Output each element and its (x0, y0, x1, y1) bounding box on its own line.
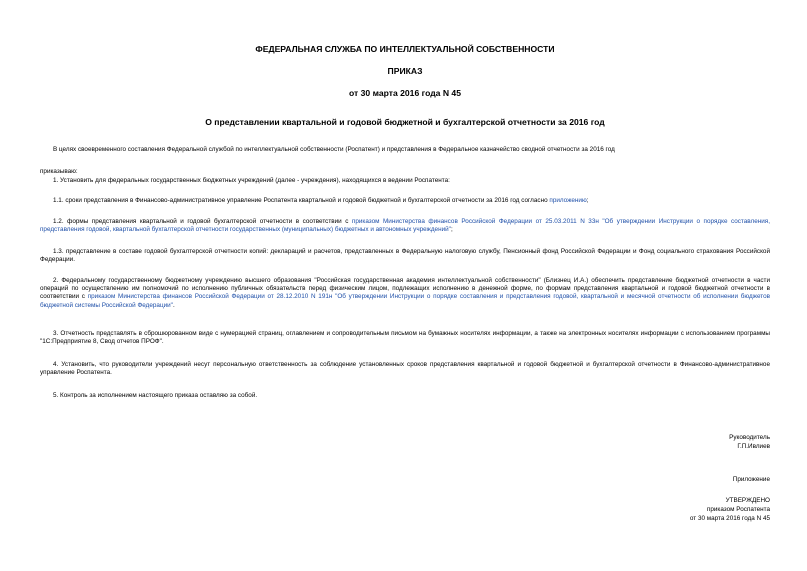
item-3: 3. Отчетность представлять в сброшюрованном виде с нумерацией страниц, оглавлением и сопроводительным письмом на бумажных носителях информации, а также на электронных носителях информации с использованием программы "1С:Предприятие 8, Свод отчетов ПРОФ". (40, 330, 770, 346)
appendix-label: Приложение (732, 476, 770, 483)
preamble: В целях своевременного составления Федеральной службой по интеллектуальной собственности (Роспатент) и представления в Федеральное казначейство сводной отчетности за 2016 год (53, 146, 615, 153)
approved-date-number: от 30 марта 2016 года N 45 (689, 515, 770, 522)
signature-position: Руководитель (729, 434, 770, 441)
item-2-text: 2. Федеральному государственному бюджетному учреждению высшего образования "Российская государственная академия интеллектуальной собственности" (Близнец И.А.) обеспечить представление бюджетной отчетности в части операций по осуществлению им полномочий по исполнению публичных обязательств перед физическим лицом, подлежащих исполнению в денежной форме, по формам представления квартальной и годовой бюджетной отчетности в соответствии с (40, 277, 770, 301)
item-1-1 (40, 197, 770, 205)
approved-by-order: приказом Роспатента (706, 506, 770, 513)
appendix-link[interactable]: приложению (549, 197, 587, 204)
item-1-3: 1.3. представление в составе годовой бухгалтерской отчетности копий: деклараций и расчетов, представленных в Федеральную налоговую службу, Пенсионный фонд Российской Федерации и Фонд социального страхования Российской Федерации. (40, 248, 770, 264)
item-2 (40, 277, 770, 310)
item-1-1-text: 1.1. сроки представления в Финансово-административное управление Роспатента квартальной и годовой бюджетной и бухгалтерской отчетности за 2016 год согласно (53, 197, 550, 204)
item-5: 5. Контроль за исполнением настоящего приказа оставляю за собой. (53, 392, 258, 399)
item-1-2-end: ; (450, 226, 453, 234)
item-1-2-text: 1.2. формы представления квартальной и годовой бухгалтерской отчетности в соответствии с (53, 218, 352, 225)
doc-type: ПРИКАЗ (387, 66, 423, 76)
approved-label: УТВЕРЖДЕНО (725, 497, 770, 504)
item-1: 1. Установить для федеральных государственных бюджетных учреждений (далее - учреждения), находящихся в ведении Роспатента: (53, 177, 450, 184)
doc-date-number: от 30 марта 2016 года N 45 (349, 88, 461, 98)
agency-title: ФЕДЕРАЛЬНАЯ СЛУЖБА ПО ИНТЕЛЛЕКТУАЛЬНОЙ СОБСТВЕННОСТИ (255, 44, 555, 54)
item-4: 4. Установить, что руководители учреждений несут персональную ответственность за соблюдение установленных сроков представления квартальной и годовой бюджетной и бухгалтерской отчетности в Финансово-административное управление Роспатента. (40, 361, 770, 377)
order-word: приказываю: (40, 168, 78, 175)
item-1-2 (40, 218, 770, 234)
item-2-end: . (172, 301, 175, 309)
minfin-order-191n-link[interactable]: приказом Министерства финансов Российской Федерации от 28.12.2010 N 191н "Об утверждении Инструкции о порядке составления и представления годовой, квартальной и месячной отчетности об исполнении бюджетов бюджетной системы Российской Федерации" (40, 293, 771, 309)
item-1-1-end: ; (586, 197, 589, 204)
doc-title: О представлении квартальной и годовой бюджетной и бухгалтерской отчетности за 2016 год (205, 117, 605, 127)
signature-name: Г.П.Ивлиев (737, 443, 770, 450)
minfin-order-33n-link[interactable]: приказом Министерства финансов Российской Федерации от 25.03.2011 N 33н "Об утверждении Инструкции о порядке составления, представления годовой, квартальной бухгалтерской отчетности государственных (муниципальных) бюджетных и автономных учреждений" (40, 218, 770, 234)
